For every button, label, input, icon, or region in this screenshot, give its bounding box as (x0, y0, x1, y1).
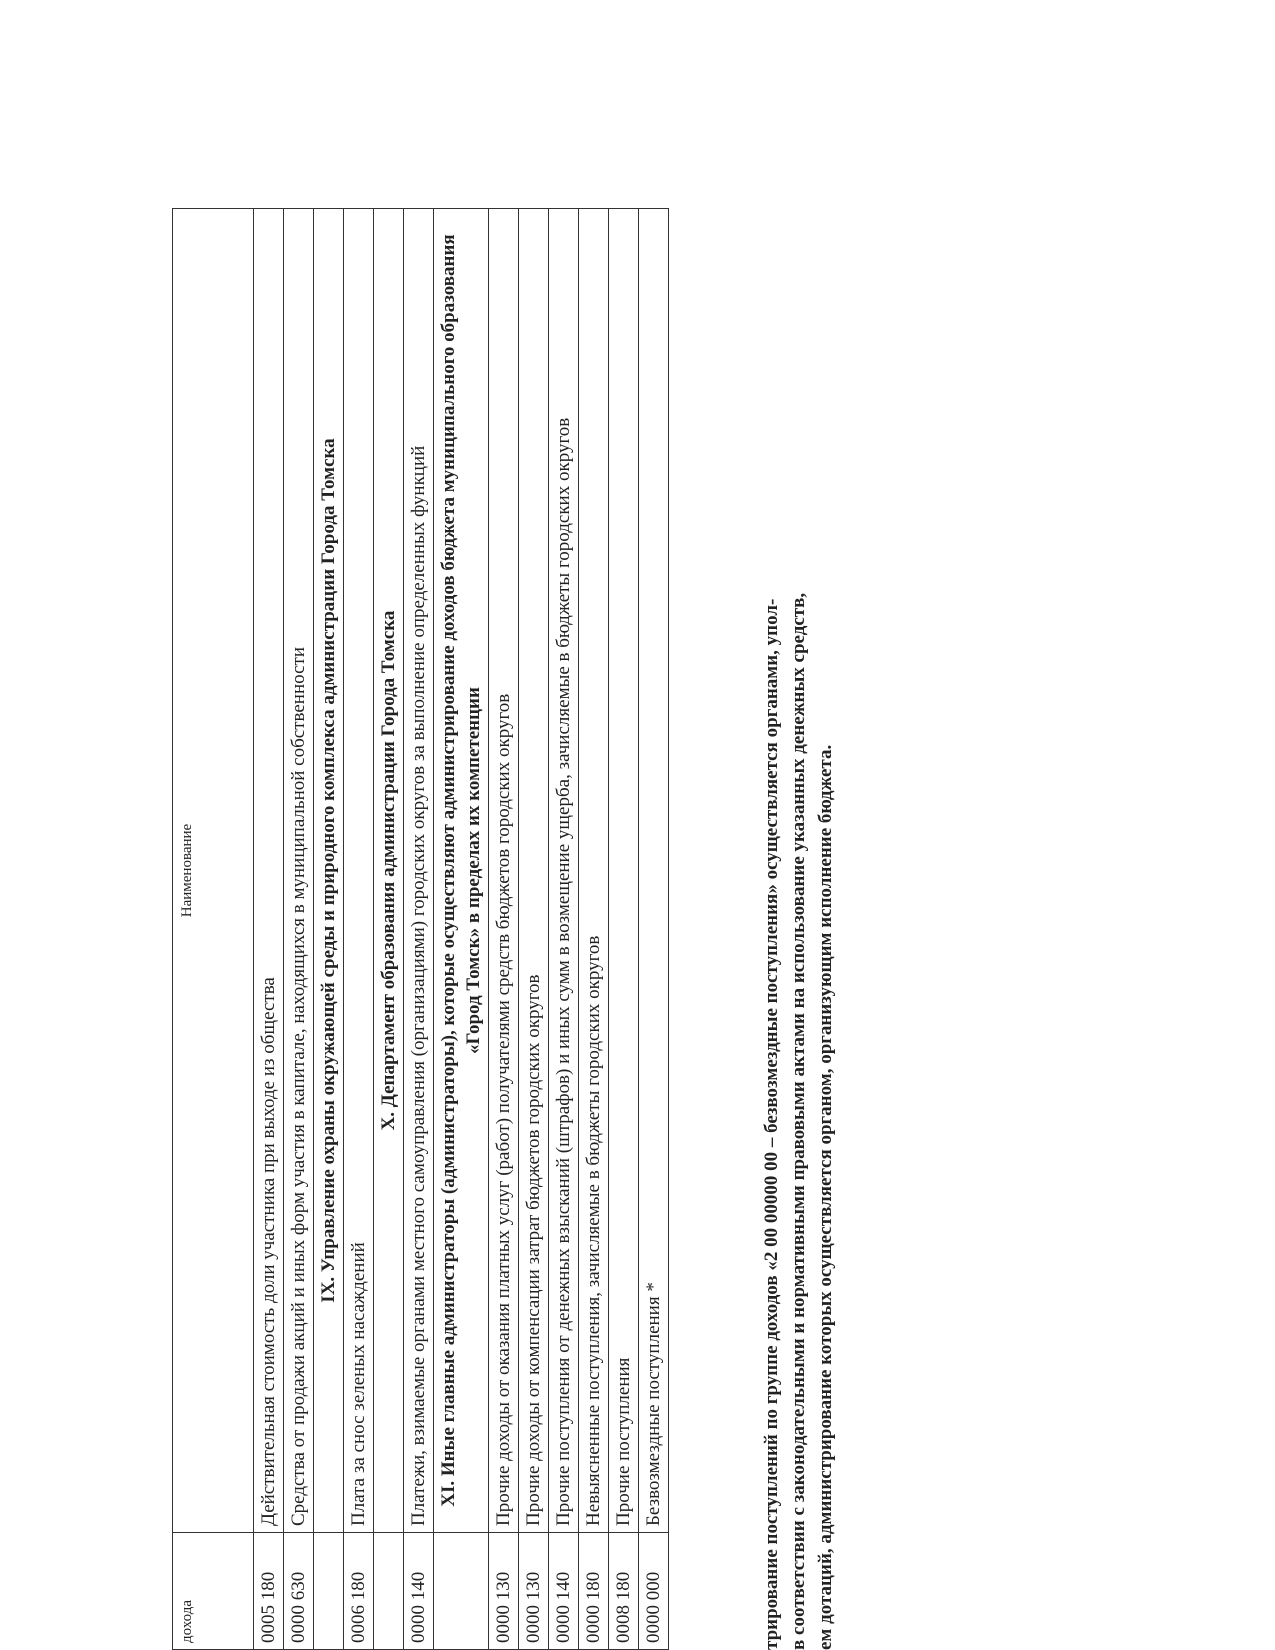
table-section-row (434, 209, 489, 1650)
revenue-code-cell: 0000 130 (489, 1533, 519, 1650)
revenue-name-cell: Прочие поступления (609, 209, 639, 1533)
section-title-cell: IX. Управление охраны окружающей среды и природного комплекса администрации Города Томска (314, 209, 344, 1533)
revenue-name-cell: Прочие доходы от оказания платных услуг (работ) получателями средств бюджетов городских округов (489, 209, 519, 1533)
header-code: дохода (173, 1533, 254, 1650)
table-row (579, 209, 609, 1650)
table-row (489, 209, 519, 1650)
revenue-code-cell: 0000 140 (549, 1533, 579, 1650)
table-section-row (374, 209, 404, 1650)
header-name: Наименование (173, 209, 254, 1533)
footnote-line: ем дотаций, администрирование которых осуществляется органом, организующим исполнение бюджета. (815, 744, 836, 1650)
revenue-code-cell: 0000 130 (519, 1533, 549, 1650)
table-row (284, 209, 314, 1650)
revenue-code-cell: 0005 180 (254, 1533, 284, 1650)
revenue-code-cell: 0000 180 (579, 1533, 609, 1650)
table-row (609, 209, 639, 1650)
revenue-name-cell: Невыясненные поступления, зачисляемые в бюджеты городских округов (579, 209, 609, 1533)
revenue-name-cell: Действительная стоимость доли участника при выходе из общества (254, 209, 284, 1533)
table-body (254, 209, 669, 1650)
revenue-code-cell (374, 1533, 404, 1650)
revenue-name-cell: Прочие доходы от компенсации затрат бюджетов городских округов (519, 209, 549, 1533)
footnote (758, 208, 839, 1650)
revenue-code-cell (434, 1533, 489, 1650)
table-row (519, 209, 549, 1650)
revenue-code-cell: 0006 180 (344, 1533, 374, 1650)
table-header-row (173, 209, 254, 1650)
table-row (254, 209, 284, 1650)
table-section-row (314, 209, 344, 1650)
revenue-name-cell: Безвозмездные поступления * (639, 209, 669, 1533)
revenue-name-cell: Прочие поступления от денежных взысканий (штрафов) и иных сумм в возмещение ущерба, зачисляемые в бюджеты городских округов (549, 209, 579, 1533)
revenue-name-cell: Платежи, взимаемые органами местного самоуправления (организациями) городских округов за выполнение определенных функций (404, 209, 434, 1533)
revenue-name-cell: Плата за снос зеленых насаждений (344, 209, 374, 1533)
revenue-code-cell (314, 1533, 344, 1650)
revenue-codes-table (172, 208, 669, 1650)
table-row (344, 209, 374, 1650)
revenue-code-cell: 0000 140 (404, 1533, 434, 1650)
footnote-line: в соответствии с законодательными и нормативными правовыми актами на использование указанных денежных средств, (788, 592, 809, 1650)
section-title-cell: X. Департамент образования администрации Города Томска (374, 209, 404, 1533)
rotated-page (172, 208, 862, 1650)
table-row (639, 209, 669, 1650)
table-row (549, 209, 579, 1650)
revenue-code-cell: 0000 630 (284, 1533, 314, 1650)
revenue-code-cell: 0000 000 (639, 1533, 669, 1650)
section-title-cell: XI. Иные главные администраторы (администраторы), которые осуществляют администрирование доходов бюджета муниципального образования «Город Томск» в пределах их компетенции (434, 209, 489, 1533)
table-row (404, 209, 434, 1650)
revenue-name-cell: Средства от продажи акций и иных форм участия в капитале, находящихся в муниципальной собственности (284, 209, 314, 1533)
revenue-code-cell: 0008 180 (609, 1533, 639, 1650)
footnote-line: трирование поступлений по группе доходов «2 00 00000 00 – безвозмездные поступления» осуществляется органами, упол- (761, 598, 782, 1650)
